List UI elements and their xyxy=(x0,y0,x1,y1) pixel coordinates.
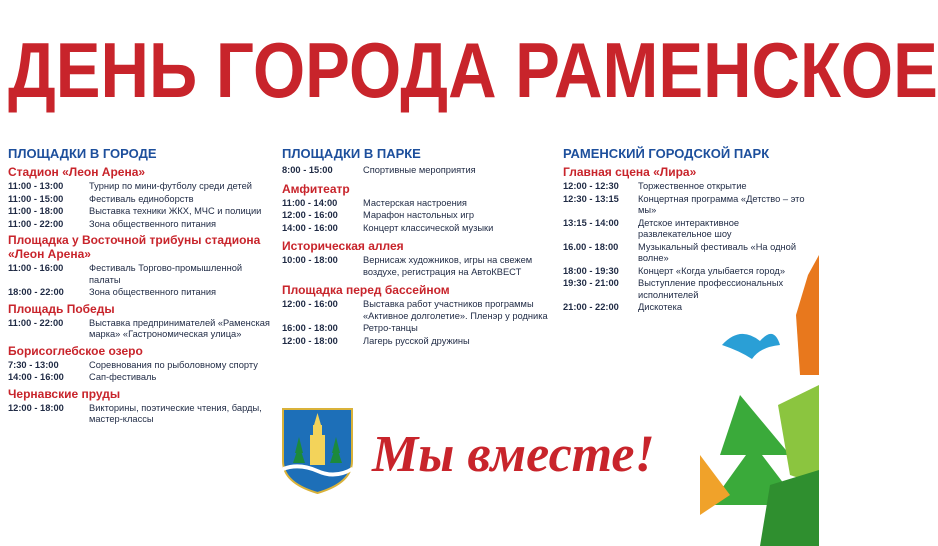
event-time: 12:00 - 12:30 xyxy=(563,181,619,191)
venue-title: Площадка перед бассейном xyxy=(282,283,450,297)
event-row xyxy=(8,263,273,286)
event-description: Соревнования по рыболовному спорту xyxy=(89,359,258,370)
event-description: Дискотека xyxy=(638,302,683,312)
event-description: Выставка работ участников программы «Активное долголетие». Пленэр у родника xyxy=(363,299,548,321)
event-row xyxy=(282,299,552,322)
venue-title: Амфитеатр xyxy=(282,181,350,196)
event-description: Детское интерактивное развлекательное шоу xyxy=(638,217,740,239)
venue-title: Чернавские пруды xyxy=(8,386,121,401)
event-time: 11:00 - 18:00 xyxy=(8,206,64,216)
event-description: Выставка предпринимателей «Раменская марка» «Гастрономическая улица» xyxy=(89,317,270,339)
venue-title: Борисоглебское озеро xyxy=(8,343,143,358)
event-description: Зона общественного питания xyxy=(89,287,217,297)
event-row xyxy=(8,194,273,206)
event-row xyxy=(8,372,273,384)
event-row xyxy=(282,336,552,348)
event-time: 11:00 - 22:00 xyxy=(8,218,64,229)
event-description: Спортивные мероприятия xyxy=(363,165,476,175)
venue-title: Стадион «Леон Арена» xyxy=(8,165,146,179)
column-title: ПЛОЩАДКИ В ПАРКЕ xyxy=(282,146,421,161)
event-time: 16:00 - 18:00 xyxy=(282,323,338,333)
event-time: 12:00 - 16:00 xyxy=(282,210,338,220)
event-description: Выступление профессиональных исполнителей xyxy=(638,278,784,300)
event-description: Фестиваль единоборств xyxy=(89,193,194,204)
event-time: 12:00 - 18:00 xyxy=(282,335,338,346)
event-time: 18:00 - 19:30 xyxy=(563,265,619,276)
event-description: Сап-фестиваль xyxy=(89,372,157,382)
slogan: Мы вместе! xyxy=(372,426,655,483)
event-time: 8:00 - 15:00 xyxy=(282,165,333,175)
city-crest-icon xyxy=(279,405,356,495)
event-time: 11:00 - 16:00 xyxy=(8,263,64,273)
venue-title: Площадь Победы xyxy=(8,301,115,316)
event-description: Марафон настольных игр xyxy=(363,210,475,220)
page-title: ДЕНЬ ГОРОДА РАМЕНСКОЕ xyxy=(8,26,938,114)
event-row xyxy=(8,318,273,341)
event-row xyxy=(282,255,552,278)
park-decoration-icon xyxy=(700,255,819,546)
event-time: 11:00 - 13:00 xyxy=(8,181,64,191)
column-title: РАМЕНСКИЙ ГОРОДСКОЙ ПАРК xyxy=(563,146,770,161)
event-time: 11:00 - 22:00 xyxy=(8,317,64,328)
event-time: 13:15 - 14:00 xyxy=(563,217,619,228)
column-city xyxy=(8,146,273,427)
event-time: 7:30 - 13:00 xyxy=(8,359,59,370)
event-row xyxy=(282,210,552,222)
event-time: 21:00 - 22:00 xyxy=(563,302,619,312)
event-description: Фестиваль Торгово-промышленной палаты xyxy=(89,263,243,285)
event-time: 16.00 - 18:00 xyxy=(563,241,619,252)
column-park xyxy=(282,146,552,348)
event-time: 14:00 - 16:00 xyxy=(8,372,64,382)
event-description: Турнир по мини-футболу среди детей xyxy=(89,181,252,191)
event-time: 12:00 - 16:00 xyxy=(282,299,338,309)
event-description: Ретро-танцы xyxy=(363,323,418,333)
event-row xyxy=(8,403,273,426)
event-description: Вернисаж художников, игры на свежем воздухе, регистрация на АвтоКВЕСТ xyxy=(363,255,533,277)
event-time: 10:00 - 18:00 xyxy=(282,255,338,265)
event-description: Музыкальный фестиваль «На одной волне» xyxy=(638,241,797,263)
event-time: 19:30 - 21:00 xyxy=(563,278,619,288)
event-row xyxy=(8,181,273,193)
event-row xyxy=(282,198,552,210)
venue-title: Историческая аллея xyxy=(282,239,404,253)
event-description: Зона общественного питания xyxy=(89,218,217,229)
event-row xyxy=(282,223,552,235)
event-row xyxy=(8,287,273,299)
event-row xyxy=(282,165,552,177)
event-description: Концерт классической музыки xyxy=(363,222,494,233)
event-time: 11:00 - 15:00 xyxy=(8,193,64,204)
event-row xyxy=(282,323,552,335)
event-row xyxy=(8,206,273,218)
event-description: Концерт «Когда улыбается город» xyxy=(638,265,786,276)
event-description: Концертная программа «Детство – это мы» xyxy=(638,193,805,215)
column-title: ПЛОЩАДКИ В ГОРОДЕ xyxy=(8,146,157,161)
event-description: Викторины, поэтические чтения, барды, мастер-классы xyxy=(89,402,262,424)
venue-title: Главная сцена «Лира» xyxy=(563,165,697,179)
event-time: 12:00 - 18:00 xyxy=(8,402,64,413)
venue-title: Площадка у Восточной трибуны стадиона «Леон Арена» xyxy=(8,233,261,261)
event-row xyxy=(563,218,813,241)
event-description: Лагерь русской дружины xyxy=(363,335,470,346)
event-row xyxy=(8,219,273,231)
event-description: Торжественное открытие xyxy=(638,181,747,191)
event-row xyxy=(563,181,813,193)
event-description: Выставка техники ЖКХ, МЧС и полиции xyxy=(89,206,262,216)
event-time: 12:30 - 13:15 xyxy=(563,193,619,204)
event-description: Мастерская настроения xyxy=(363,197,467,208)
event-time: 14:00 - 16:00 xyxy=(282,222,338,233)
event-time: 18:00 - 22:00 xyxy=(8,287,64,297)
event-row xyxy=(563,194,813,217)
event-row xyxy=(8,360,273,372)
event-time: 11:00 - 14:00 xyxy=(282,197,338,208)
